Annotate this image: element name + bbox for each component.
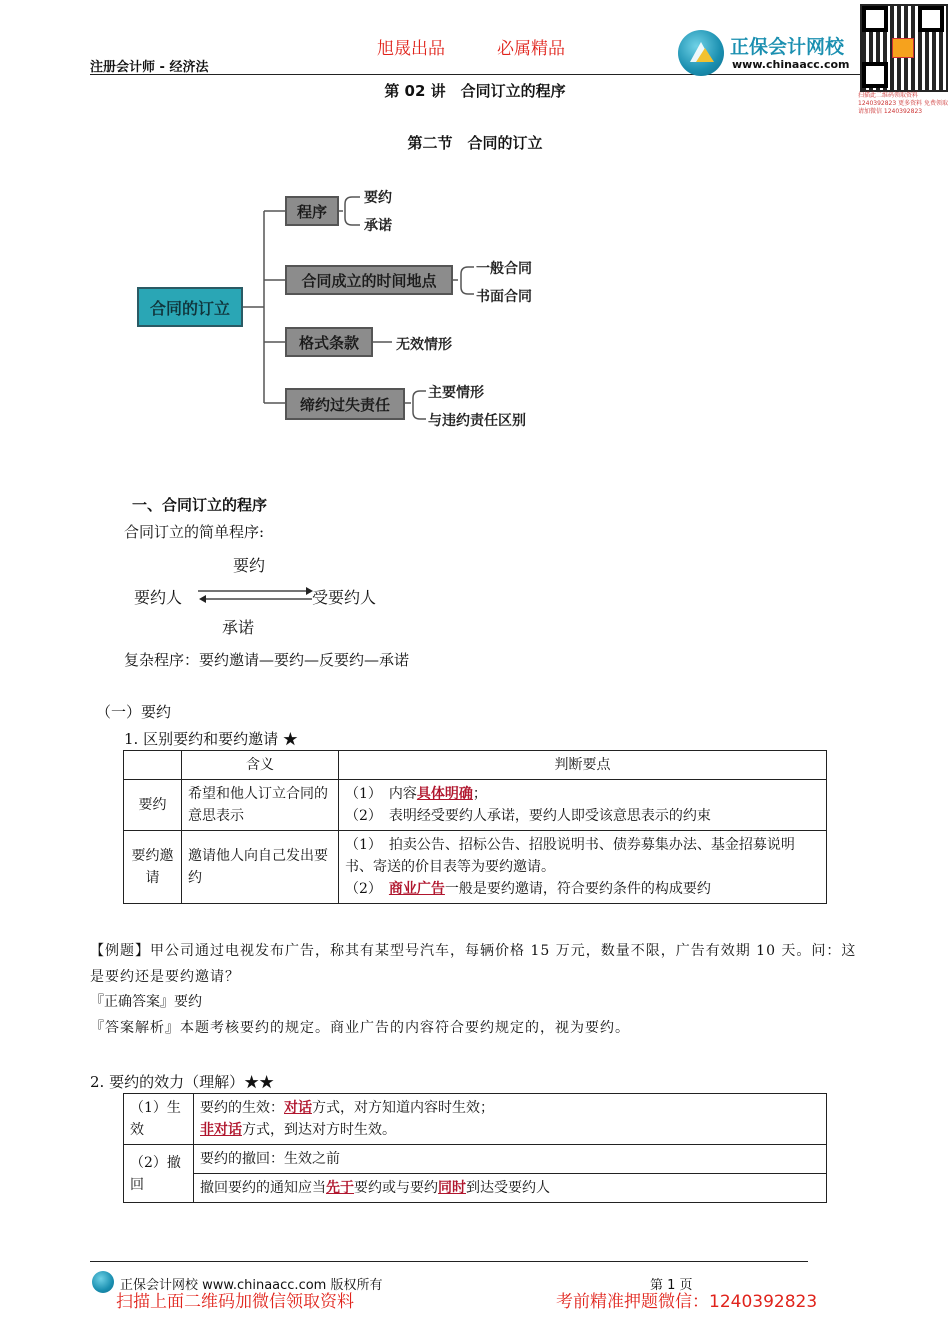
page-number: 第 1 页 (650, 1278, 693, 1293)
flow-offeree: 受要约人 (312, 588, 377, 607)
mindmap-leaf: 无效情形 (396, 337, 452, 353)
qr-caption: 扫描此二维码领取资料 1240392823 更多资料 免费领取请加微信 1240392823 (858, 92, 948, 115)
row-name: 要约邀请 (124, 831, 182, 904)
lecture-title: 第 02 讲 合同订立的程序 (384, 82, 566, 100)
point-text: ； (472, 786, 487, 802)
table-header-cell: 判断要点 (339, 751, 827, 780)
header-divider (90, 74, 860, 75)
point-text: 一般是要约邀请，符合要约条件的构成要约 (444, 881, 711, 897)
highlight-term: 商业广告 (388, 881, 445, 897)
mindmap-leaf: 要约 (364, 190, 392, 206)
table-header-row (124, 751, 827, 780)
mindmap-leaf: 主要情形 (428, 385, 484, 401)
flow-accept-label: 承诺 (222, 618, 255, 637)
point-text: （2） (345, 881, 389, 897)
part1-heading: 一、合同订立的程序 (132, 496, 268, 514)
cell-text: 方式，到达对方时生效。 (242, 1122, 396, 1138)
row-name: 要约 (124, 780, 182, 831)
school-logo-icon (678, 30, 724, 76)
course-name: 注册会计师 - 经济法 (90, 60, 209, 75)
cell-text: 撤回要约的通知应当 (200, 1180, 326, 1196)
table-header-cell (124, 751, 182, 780)
row-points (339, 780, 827, 831)
mindmap-leaf: 书面合同 (476, 289, 532, 305)
footer-divider (90, 1261, 808, 1262)
highlight-term: 同时 (438, 1180, 466, 1196)
highlight-term: 具体明确 (416, 786, 473, 802)
row-content (194, 1174, 827, 1203)
section-title: 第二节 合同的订立 (407, 134, 543, 152)
mindmap-branch-precontract-liability: 缔约过失责任 (285, 388, 405, 420)
row-label: （2）撤回 (124, 1145, 194, 1203)
example-answer: 『正确答案』要约 (90, 994, 202, 1010)
row-meaning: 邀请他人向自己发出要约 (182, 831, 339, 904)
mindmap-leaf: 与违约责任区别 (428, 413, 526, 429)
example-analysis: 『答案解析』本题考核要约的规定。商业广告的内容符合要约规定的，视为要约。 (90, 1020, 630, 1036)
flow-offeror: 要约人 (134, 588, 183, 607)
complex-procedure: 复杂程序：要约邀请—要约—反要约—承诺 (124, 651, 410, 669)
point-text: （1） 内容 (345, 786, 417, 802)
row-label: （1）生效 (124, 1094, 194, 1145)
mindmap-branch-standard-terms: 格式条款 (285, 327, 373, 357)
table-row (124, 1145, 827, 1174)
mindmap-branch-time-place: 合同成立的时间地点 (285, 265, 453, 295)
footer-logo-icon (92, 1271, 114, 1293)
mindmap-root: 合同的订立 (137, 287, 243, 327)
brand-slogan-b: 必属精品 (497, 39, 565, 59)
flow-arrows-icon (196, 584, 316, 606)
point-text: （2） 表明经受要约人承诺，要约人即受该意思表示的约束 (345, 808, 711, 824)
flow-offer-label: 要约 (233, 556, 266, 575)
point-text: （1） 拍卖公告、招标公告、招股说明书、债券募集办法、基金招募说明书、寄送的价目表等为要约邀请。 (345, 837, 795, 875)
qr-badge-icon (892, 38, 914, 58)
offer-vs-invitation-table (123, 750, 827, 904)
cell-text: 到达受要约人 (466, 1180, 550, 1196)
item2-heading: 2. 要约的效力（理解）★★ (90, 1073, 275, 1091)
table-row (124, 1094, 827, 1145)
table-row (124, 831, 827, 904)
highlight-term: 对话 (284, 1100, 312, 1116)
row-content (194, 1094, 827, 1145)
row-meaning: 希望和他人订立合同的意思表示 (182, 780, 339, 831)
brand-slogan-a: 旭晟出品 (377, 39, 445, 59)
cell-text: 方式，对方知道内容时生效； (312, 1100, 494, 1116)
simple-procedure-label: 合同订立的简单程序: (124, 523, 265, 541)
offer-effect-table (123, 1093, 827, 1203)
highlight-term: 先于 (326, 1180, 354, 1196)
mindmap-branch-procedure: 程序 (285, 196, 339, 226)
table-row (124, 780, 827, 831)
cell-text: 要约的生效： (200, 1100, 284, 1116)
cell-text: 要约或与要约 (354, 1180, 438, 1196)
table-row (124, 1174, 827, 1203)
watermark-left: 扫描上面二维码加微信领取资料 (116, 1292, 354, 1312)
highlight-term: 非对话 (200, 1122, 242, 1138)
mindmap-leaf: 一般合同 (476, 261, 532, 277)
table-header-cell: 含义 (182, 751, 339, 780)
watermark-right: 考前精准押题微信：1240392823 (556, 1292, 818, 1312)
footer-copyright: 正保会计网校 www.chinaacc.com 版权所有 (120, 1278, 383, 1293)
qr-corner-icon (918, 6, 944, 32)
row-content: 要约的撤回：生效之前 (194, 1145, 827, 1174)
example-question: 【例题】甲公司通过电视发布广告，称其有某型号汽车，每辆价格 15 万元，数量不限，广告有效期 10 天。问：这是要约还是要约邀请？ (90, 943, 857, 985)
school-logo-name: 正保会计网校 (730, 36, 845, 58)
qr-corner-icon (862, 6, 888, 32)
row-points (339, 831, 827, 904)
item1-heading: 1. 区别要约和要约邀请 ★ (124, 730, 298, 748)
mindmap-leaf: 承诺 (364, 218, 392, 234)
school-logo-url: www.chinaacc.com (732, 58, 850, 71)
sub1-heading: （一）要约 (96, 703, 172, 721)
